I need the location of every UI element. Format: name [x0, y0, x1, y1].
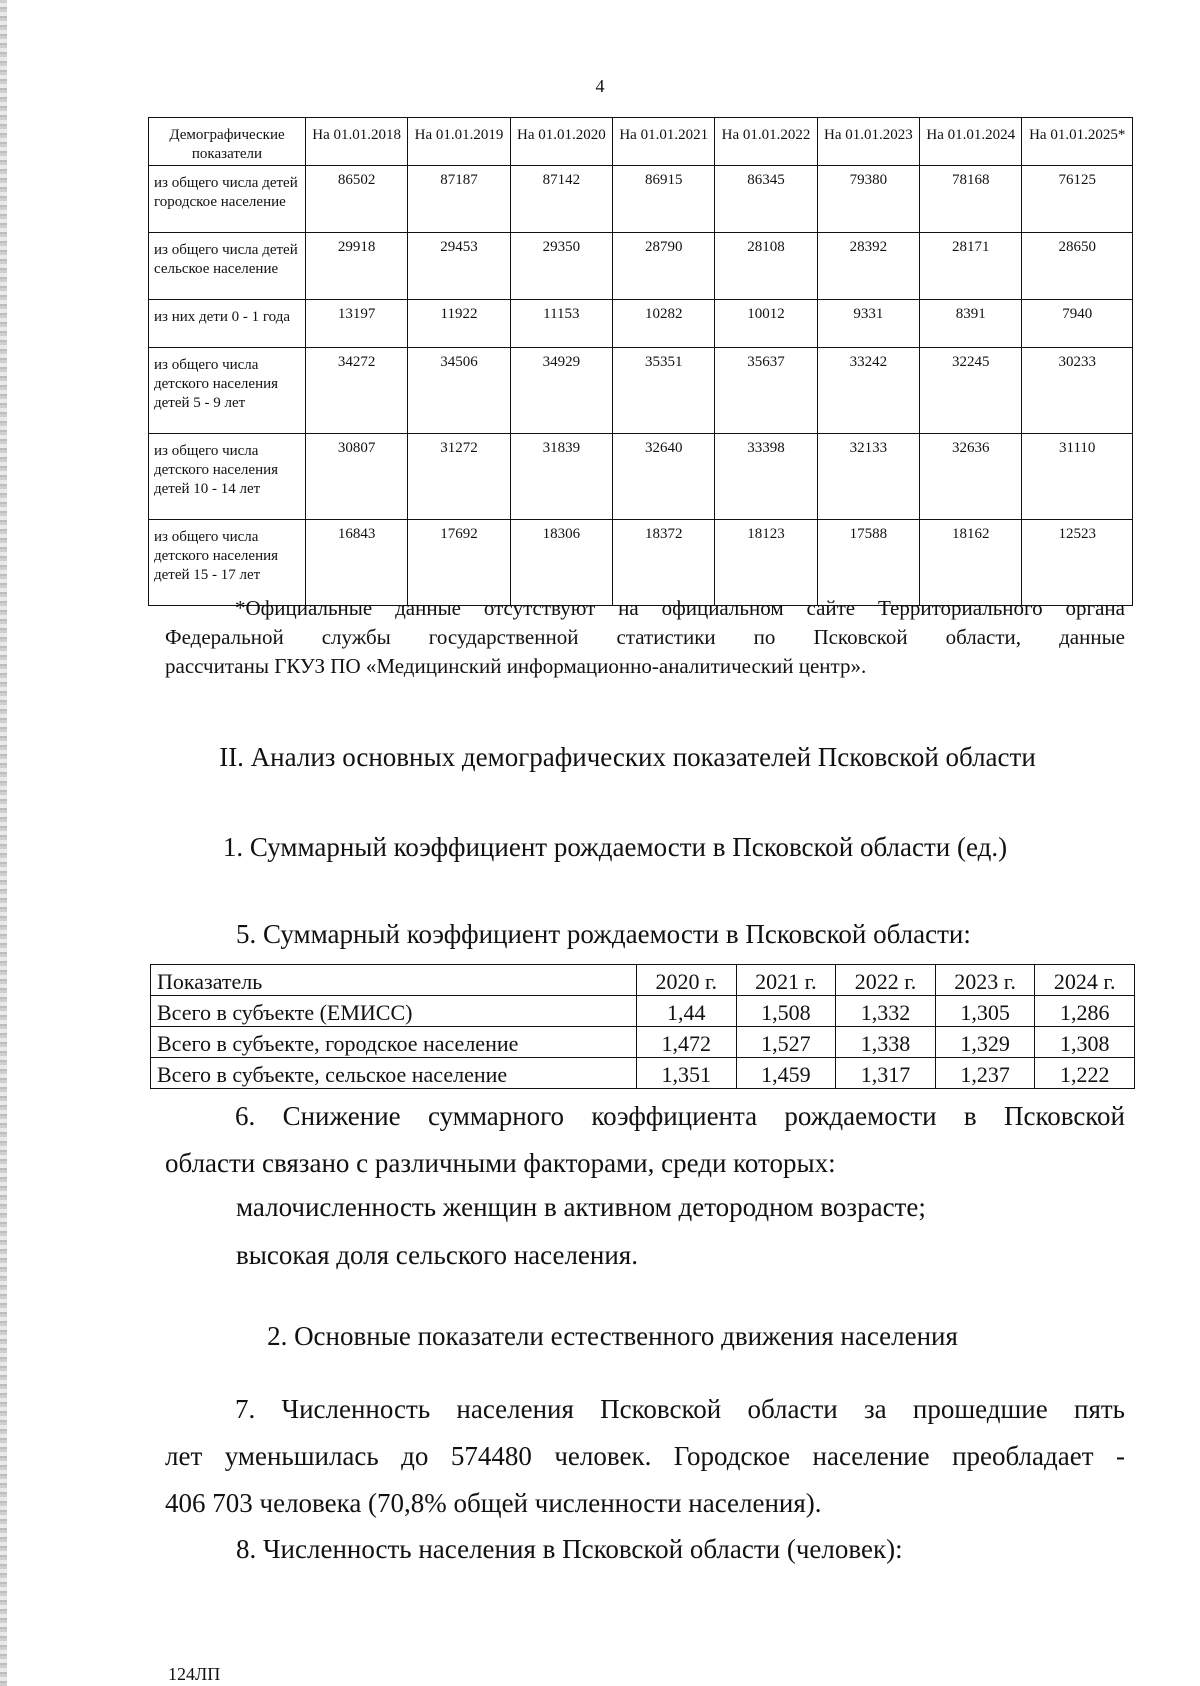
table-row [149, 434, 1133, 520]
table-cell: 30807 [306, 434, 408, 520]
table-cell: 32636 [920, 434, 1022, 520]
table-cell: 76125 [1022, 166, 1133, 233]
table-cell: 18162 [920, 520, 1022, 606]
table-cell: 18306 [510, 520, 612, 606]
table-cell: 28790 [613, 233, 715, 300]
table-cell: 10012 [715, 300, 817, 348]
table-cell: 1,459 [736, 1058, 836, 1089]
header-cell: 2022 г. [836, 965, 936, 996]
header-cell: На 01.01.2022 [715, 118, 817, 166]
table-cell: 1,508 [736, 996, 836, 1027]
table-cell: 30233 [1022, 348, 1133, 434]
table-cell: 28108 [715, 233, 817, 300]
table-cell: 11153 [510, 300, 612, 348]
row-label: Всего в субъекте, сельское население [151, 1058, 637, 1089]
table-cell: 32640 [613, 434, 715, 520]
table-cell: 1,305 [935, 996, 1035, 1027]
table-cell: 7940 [1022, 300, 1133, 348]
paragraph-line: 6. Снижение суммарного коэффициента рождаемости в Псковской [235, 1101, 1125, 1131]
table-row [149, 300, 1133, 348]
table-cell: 1,237 [935, 1058, 1035, 1089]
table-cell: 1,332 [836, 996, 936, 1027]
table-cell: 18123 [715, 520, 817, 606]
table-cell: 87142 [510, 166, 612, 233]
table-cell: 1,286 [1035, 996, 1135, 1027]
table-cell: 29350 [510, 233, 612, 300]
row-label: Всего в субъекте, городское население [151, 1027, 637, 1058]
table-cell: 28171 [920, 233, 1022, 300]
table-row [151, 996, 1135, 1027]
header-cell: 2021 г. [736, 965, 836, 996]
header-cell: На 01.01.2018 [306, 118, 408, 166]
paragraph-7 [165, 1386, 1125, 1527]
footnote-line: рассчитаны ГКУЗ ПО «Медицинский информационно-аналитический центр». [165, 654, 867, 678]
table-row [149, 348, 1133, 434]
table-cell: 31272 [408, 434, 510, 520]
table-cell: 86345 [715, 166, 817, 233]
table-cell: 18372 [613, 520, 715, 606]
table-cell: 1,338 [836, 1027, 936, 1058]
header-cell: 2024 г. [1035, 965, 1135, 996]
table-cell: 17692 [408, 520, 510, 606]
row-label: из общего числа детей городское население [149, 166, 306, 233]
table-row [151, 1058, 1135, 1089]
table-header-row [151, 965, 1135, 996]
table-row [151, 1027, 1135, 1058]
table-cell: 13197 [306, 300, 408, 348]
table-cell: 34272 [306, 348, 408, 434]
paragraph-line: области связано с различными факторами, среди которых: [165, 1148, 836, 1178]
table-cell: 1,472 [637, 1027, 737, 1058]
table-cell: 34929 [510, 348, 612, 434]
table-cell: 9331 [817, 300, 919, 348]
factor-item: малочисленность женщин в активном детородном возрасте; [236, 1192, 926, 1222]
table-cell: 1,44 [637, 996, 737, 1027]
factor-item: высокая доля сельского населения. [236, 1240, 638, 1270]
table-cell: 1,317 [836, 1058, 936, 1089]
row-label: из общего числа детского населения детей 5 - 9 лет [149, 348, 306, 434]
paragraph-line: 7. Численность населения Псковской области за прошедшие пять [235, 1394, 1125, 1424]
page-number: 4 [595, 76, 605, 96]
row-label: Всего в субъекте (ЕМИСС) [151, 996, 637, 1027]
table-footnote [165, 594, 1125, 681]
header-cell: На 01.01.2020 [510, 118, 612, 166]
header-cell: Показатель [151, 965, 637, 996]
section-heading: II. Анализ основных демографических показателей Псковской области [219, 742, 1036, 772]
paragraph-8: 8. Численность населения в Псковской области (человек): [236, 1534, 903, 1564]
footnote-line: Федеральной службы государственной статистики по Псковской области, данные [165, 625, 1125, 649]
demographic-table [148, 117, 1133, 606]
footnote-line: *Официальные данные отсутствуют на официальном сайте Территориального органа [235, 596, 1125, 620]
paragraph-line: лет уменьшилась до 574480 человек. Городское население преобладает - [165, 1441, 1125, 1471]
row-label: из общего числа детского населения детей 15 - 17 лет [149, 520, 306, 606]
table-cell: 29453 [408, 233, 510, 300]
table-cell: 1,329 [935, 1027, 1035, 1058]
table-cell: 1,308 [1035, 1027, 1135, 1058]
row-label: из общего числа детей сельское население [149, 233, 306, 300]
table-cell: 16843 [306, 520, 408, 606]
header-cell: На 01.01.2023 [817, 118, 919, 166]
table-cell: 86915 [613, 166, 715, 233]
table-cell: 28392 [817, 233, 919, 300]
subsection-heading-1: 1. Суммарный коэффициент рождаемости в Псковской области (ед.) [222, 832, 1008, 862]
table-cell: 35637 [715, 348, 817, 434]
table-cell: 35351 [613, 348, 715, 434]
document-code: 124ЛП [168, 1664, 221, 1684]
table-cell: 11922 [408, 300, 510, 348]
table-cell: 12523 [1022, 520, 1133, 606]
table-cell: 32245 [920, 348, 1022, 434]
header-cell: На 01.01.2019 [408, 118, 510, 166]
header-cell: Демографические показатели [149, 118, 306, 166]
header-cell: На 01.01.2024 [920, 118, 1022, 166]
table-row [149, 233, 1133, 300]
row-label: из общего числа детского населения детей 10 - 14 лет [149, 434, 306, 520]
table-cell: 86502 [306, 166, 408, 233]
table-cell: 32133 [817, 434, 919, 520]
table-cell: 33398 [715, 434, 817, 520]
table-row [149, 520, 1133, 606]
paragraph-5: 5. Суммарный коэффициент рождаемости в Псковской области: [236, 919, 971, 949]
paragraph-line: 406 703 человека (70,8% общей численности населения). [165, 1488, 822, 1518]
header-cell: 2020 г. [637, 965, 737, 996]
header-cell: На 01.01.2025* [1022, 118, 1133, 166]
header-cell: На 01.01.2021 [613, 118, 715, 166]
table-cell: 79380 [817, 166, 919, 233]
row-label: из них дети 0 - 1 года [149, 300, 306, 348]
table-cell: 78168 [920, 166, 1022, 233]
table-cell: 10282 [613, 300, 715, 348]
table-cell: 31839 [510, 434, 612, 520]
table-row [149, 166, 1133, 233]
table-cell: 31110 [1022, 434, 1133, 520]
table-cell: 1,351 [637, 1058, 737, 1089]
table-header-row [149, 118, 1133, 166]
table-cell: 29918 [306, 233, 408, 300]
table-cell: 28650 [1022, 233, 1133, 300]
paragraph-6 [165, 1093, 1125, 1187]
table-cell: 87187 [408, 166, 510, 233]
table-cell: 1,222 [1035, 1058, 1135, 1089]
table-cell: 1,527 [736, 1027, 836, 1058]
header-cell: 2023 г. [935, 965, 1035, 996]
table-cell: 33242 [817, 348, 919, 434]
table-cell: 17588 [817, 520, 919, 606]
subsection-heading-2: 2. Основные показатели естественного движения населения [267, 1321, 958, 1351]
table-cell: 34506 [408, 348, 510, 434]
fertility-rate-table [150, 964, 1135, 1089]
table-cell: 8391 [920, 300, 1022, 348]
